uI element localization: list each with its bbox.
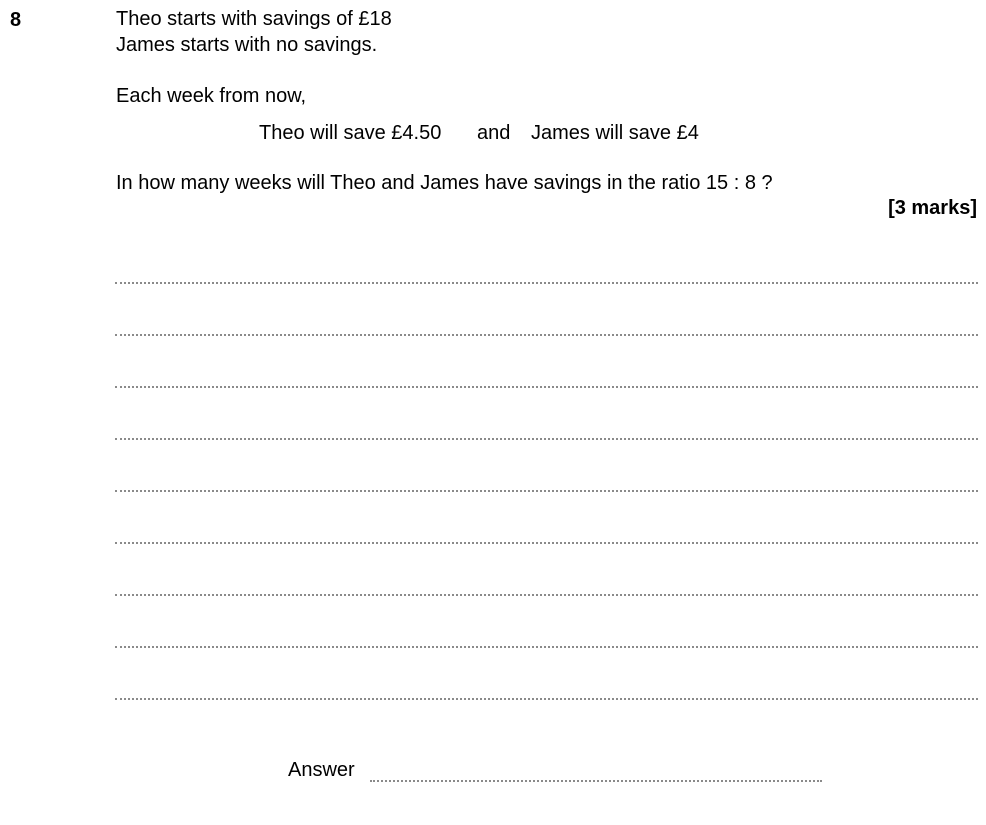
- question-line-theo-start: Theo starts with savings of £18: [116, 8, 392, 30]
- question-number: 8: [10, 9, 22, 31]
- answer-label: Answer: [288, 759, 355, 781]
- james-savings-rate: James will save £4: [531, 122, 699, 144]
- question-line-james-start: James starts with no savings.: [116, 34, 378, 56]
- working-line: [115, 542, 978, 544]
- working-line: [115, 698, 978, 700]
- working-line: [115, 282, 978, 284]
- working-line: [115, 438, 978, 440]
- working-line: [115, 646, 978, 648]
- marks-label: [3 marks]: [888, 197, 977, 219]
- question-prompt: In how many weeks will Theo and James have savings in the ratio 15 : 8 ?: [116, 172, 773, 194]
- theo-savings-rate: Theo will save £4.50: [259, 122, 442, 144]
- working-line: [115, 334, 978, 336]
- answer-line[interactable]: [370, 780, 822, 782]
- working-line: [115, 490, 978, 492]
- connector-and: and: [477, 122, 511, 144]
- working-line: [115, 386, 978, 388]
- question-line-each-week: Each week from now,: [116, 85, 307, 107]
- working-line: [115, 594, 978, 596]
